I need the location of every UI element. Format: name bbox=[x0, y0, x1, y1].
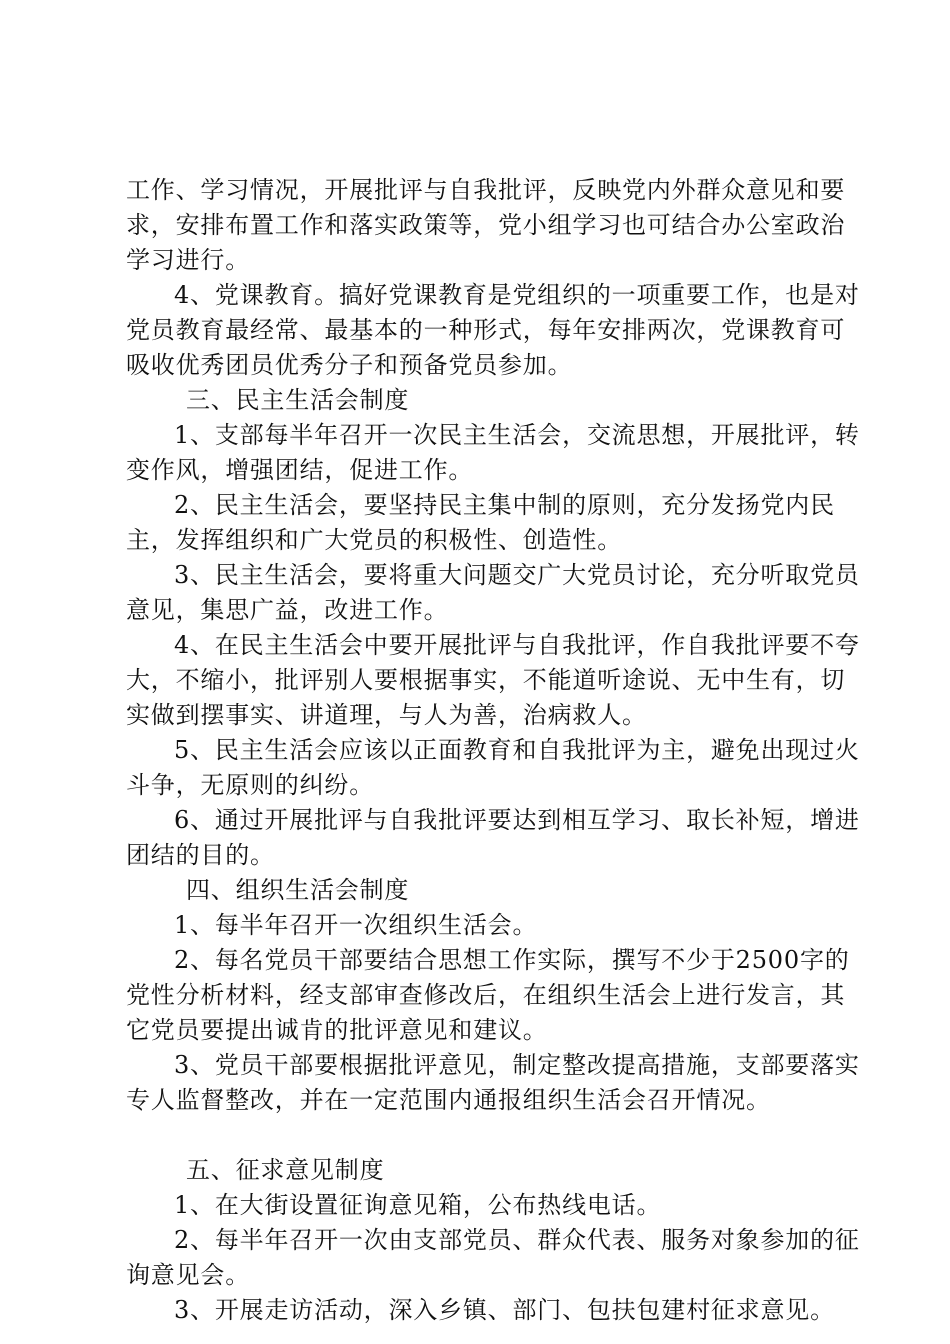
list-item-opinion-1: 1、在大街设置征询意见箱，公布热线电话。 bbox=[174, 1191, 662, 1219]
list-item-democratic-2: 2、民主生活会，要坚持民主集中制的原则，充分发扬党内民主，发挥组织和广大党员的积极性、创造性。 bbox=[126, 491, 835, 554]
paragraph-party-lesson: 4、党课教育。搞好党课教育是党组织的一项重要工作，也是对党员教育最经常、最基本的一种形式，每年安排两次，党课教育可吸收优秀团员优秀分子和预备党员参加。 bbox=[126, 281, 860, 379]
list-item-opinion-3: 3、开展走访活动，深入乡镇、部门、包扶包建村征求意见。 bbox=[174, 1296, 835, 1324]
list-item-democratic-5: 5、民主生活会应该以正面教育和自我批评为主，避免出现过火斗争，无原则的纠纷。 bbox=[126, 736, 860, 799]
list-item-democratic-3: 3、民主生活会，要将重大问题交广大党员讨论，充分听取党员意见，集思广益，改进工作。 bbox=[126, 561, 860, 624]
list-item-organization-1: 1、每半年召开一次组织生活会。 bbox=[174, 911, 538, 939]
list-item-democratic-6: 6、通过开展批评与自我批评要达到相互学习、取长补短，增进团结的目的。 bbox=[126, 806, 860, 869]
section-heading-democratic-life: 三、民主生活会制度 bbox=[186, 386, 410, 414]
list-item-opinion-2: 2、每半年召开一次由支部党员、群众代表、服务对象参加的征询意见会。 bbox=[126, 1226, 860, 1289]
section-heading-organization-life: 四、组织生活会制度 bbox=[186, 876, 410, 904]
list-item-organization-3: 3、党员干部要根据批评意见，制定整改提高措施，支部要落实专人监督整改，并在一定范围内通报组织生活会召开情况。 bbox=[126, 1051, 860, 1114]
section-heading-opinion-solicitation: 五、征求意见制度 bbox=[186, 1156, 385, 1184]
list-item-democratic-1: 1、支部每半年召开一次民主生活会，交流思想，开展批评，转变作风，增强团结，促进工作。 bbox=[126, 421, 860, 484]
list-item-organization-2: 2、每名党员干部要结合思想工作实际，撰写不少于2500字的党性分析材料，经支部审查修改后，在组织生活会上进行发言，其它党员要提出诚肯的批评意见和建议。 bbox=[126, 946, 850, 1044]
paragraph-gap bbox=[126, 1118, 866, 1153]
document-body bbox=[126, 173, 866, 1328]
paragraph-continuation: 工作、学习情况，开展批评与自我批评，反映党内外群众意见和要求，安排布置工作和落实政策等，党小组学习也可结合办公室政治学习进行。 bbox=[126, 176, 846, 274]
list-item-democratic-4: 4、在民主生活会中要开展批评与自我批评，作自我批评要不夸大，不缩小，批评别人要根据事实，不能道听途说、无中生有，切实做到摆事实、讲道理，与人为善，治病救人。 bbox=[126, 631, 860, 729]
